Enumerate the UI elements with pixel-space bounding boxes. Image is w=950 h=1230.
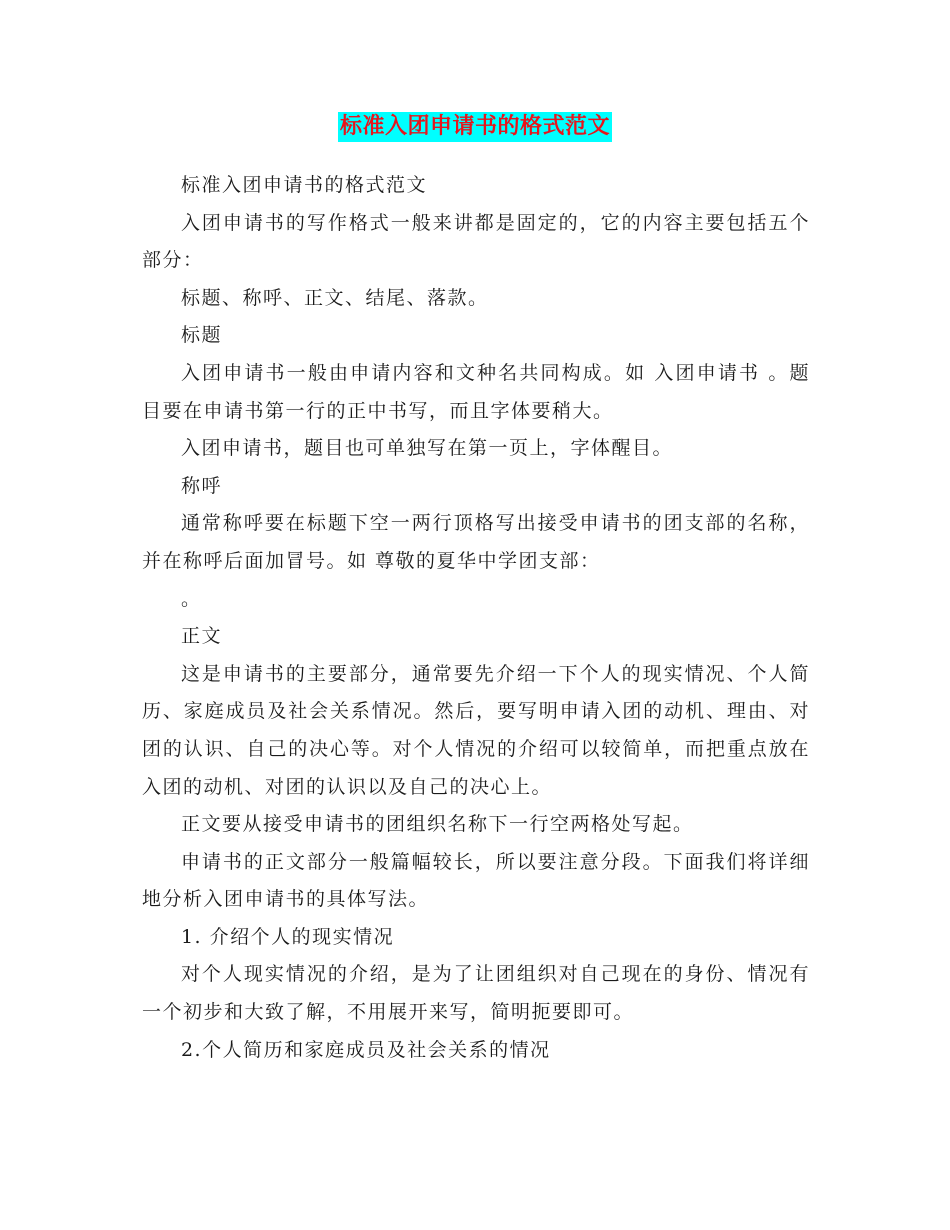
paragraph: 入团申请书的写作格式一般来讲都是固定的，它的内容主要包括五个部分： (142, 211, 810, 272)
paragraph: 标题、称呼、正文、结尾、落款。 (180, 286, 489, 309)
paragraph: 标准入团申请书的格式范文 (180, 174, 427, 196)
section-heading: 称呼 (180, 474, 222, 497)
paragraph: 对个人现实情况的介绍，是为了让团组织对自己现在的身份、情况有一个初步和大致了解，不用展开来写，简明扼要即可。 (142, 963, 810, 1024)
paragraph: 入团申请书一般由申请内容和文种名共同构成。如 入团申请书 。题目要在申请书第一行的正中书写，而且字体要稍大。 (142, 361, 810, 422)
document-body (142, 167, 810, 1069)
section-heading: 标题 (180, 324, 222, 347)
paragraph: 。 (180, 587, 202, 610)
section-heading: 正文 (180, 625, 222, 648)
paragraph: 入团申请书，题目也可单独写在第一页上，字体醒目。 (180, 437, 673, 460)
paragraph: 这是申请书的主要部分，通常要先介绍一下个人的现实情况、个人简历、家庭成员及社会关系情况。然后，要写明申请入团的动机、理由、对团的认识、自己的决心等。对个人情况的介绍可以较简单，而把重点放在入团的动机、对团的认识以及自己的决心上。 (142, 662, 810, 798)
numbered-heading: 1. 介绍个人的现实情况 (180, 925, 395, 948)
paragraph: 正文要从接受申请书的团组织名称下一行空两格处写起。 (180, 813, 694, 836)
title-container (0, 112, 950, 142)
document-title: 标准入团申请书的格式范文 (338, 112, 612, 142)
paragraph: 申请书的正文部分一般篇幅较长，所以要注意分段。下面我们将详细地分析入团申请书的具体写法。 (142, 850, 810, 911)
numbered-heading: 2.个人简历和家庭成员及社会关系的情况 (180, 1038, 551, 1061)
paragraph: 通常称呼要在标题下空一两行顶格写出接受申请书的团支部的名称，并在称呼后面加冒号。如 尊敬的夏华中学团支部： (142, 512, 810, 572)
